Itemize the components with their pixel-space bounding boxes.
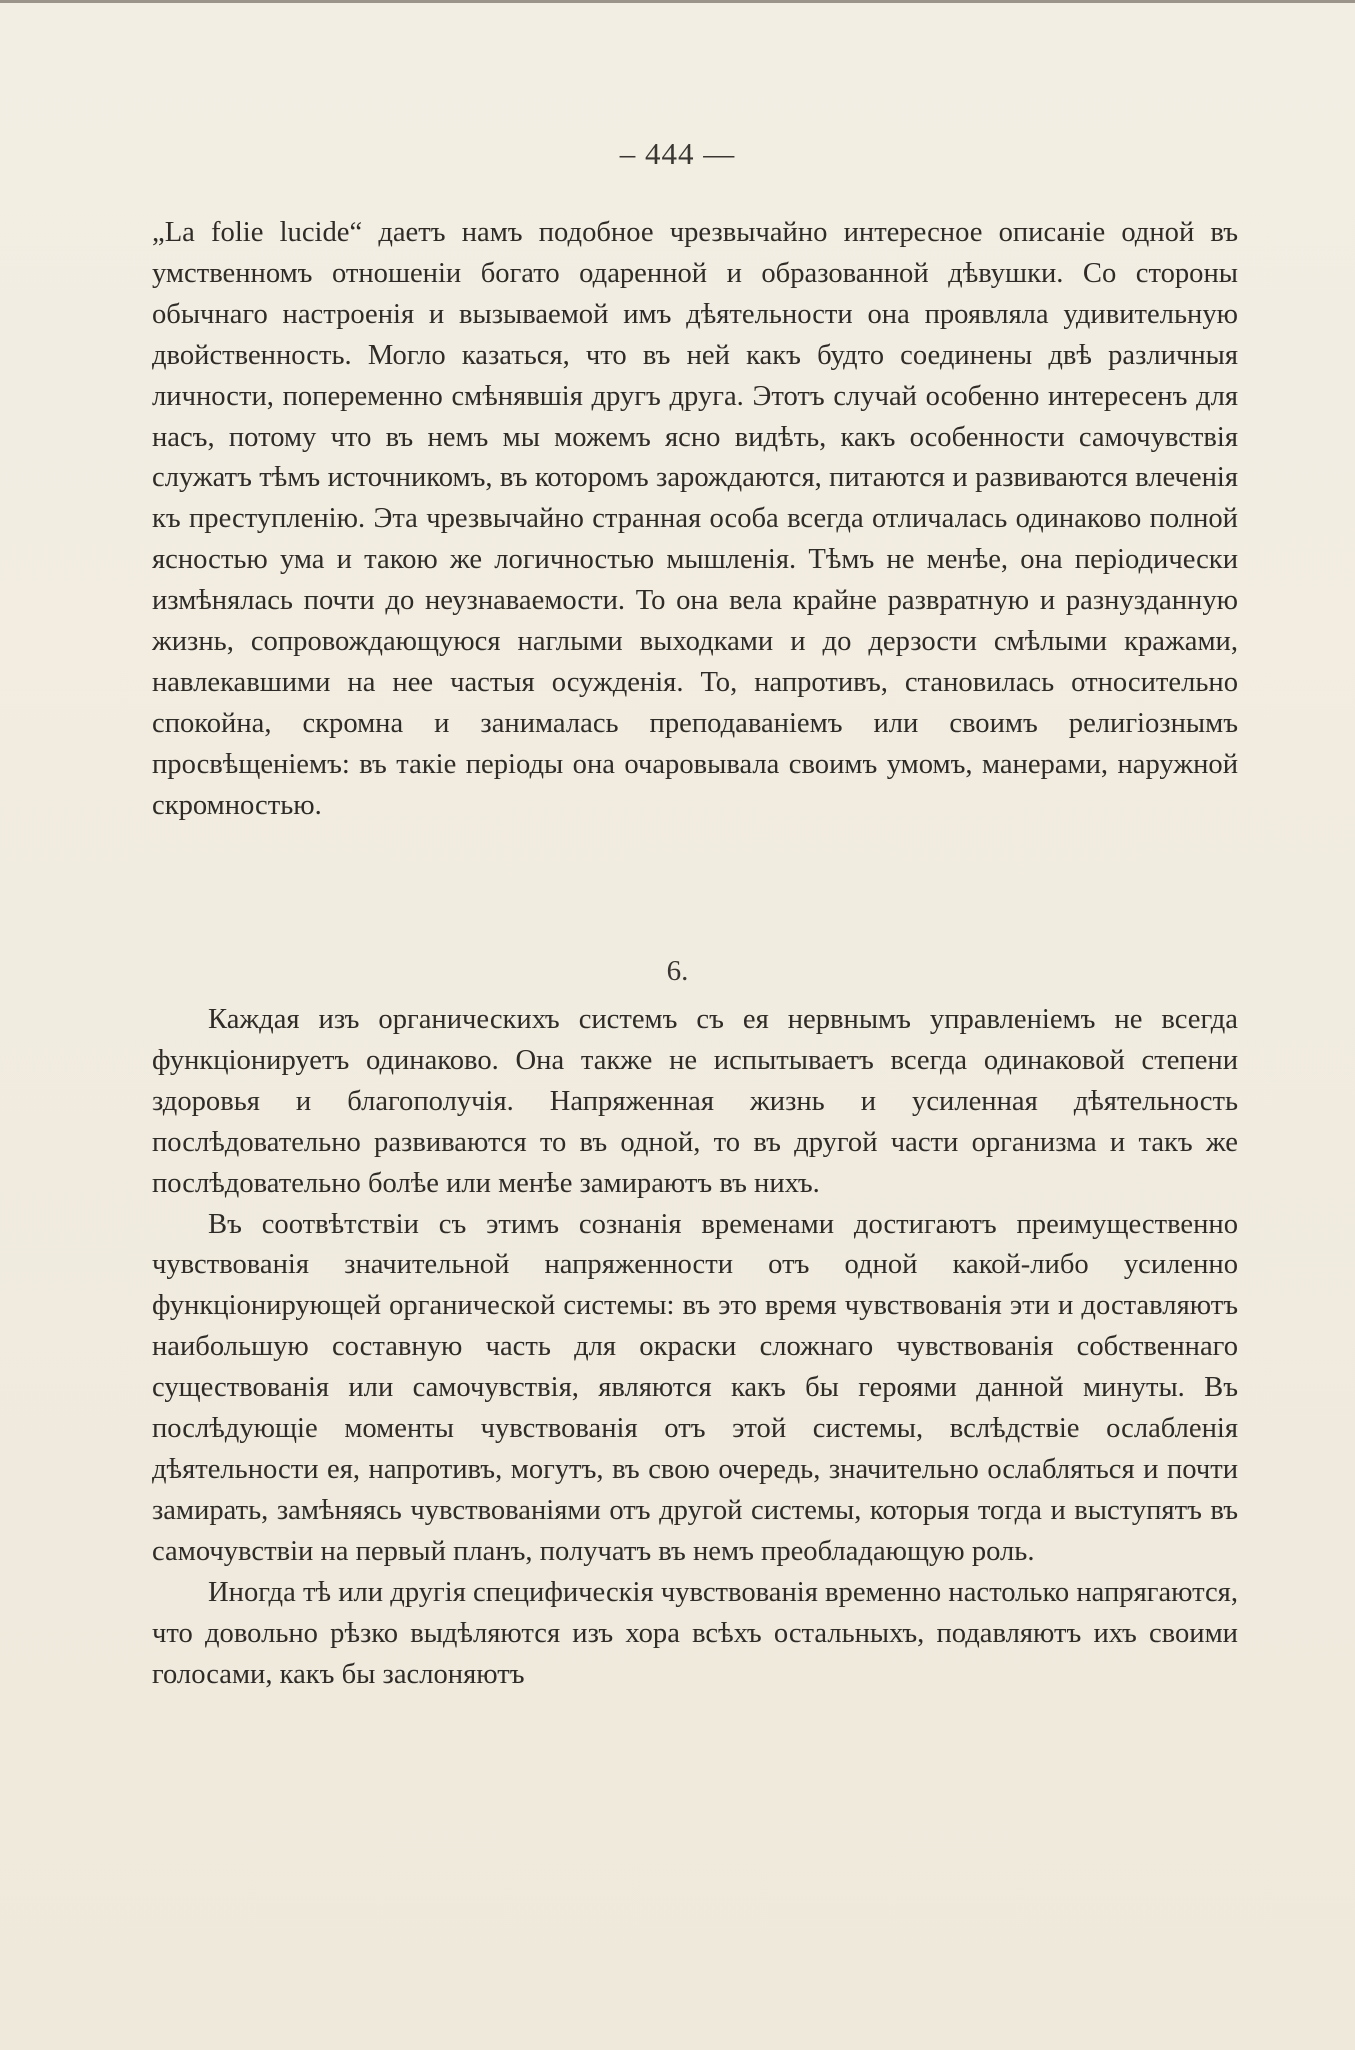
page-number: – 444 —: [619, 136, 736, 171]
section-number: 6.: [666, 955, 689, 987]
paragraph: Въ соотвѣтствіи съ этимъ сознанія временами достигаютъ преимущественно чувствованія значительной напряженности отъ одной какой-либо усиленно функціонирующей органической системы: въ это время чувствованія эти и доставляютъ наибольшую составную часть для окраски сложнаго чувствованія собственнаго существованія или самочувствія, являются какъ бы героями данной минуты. Въ послѣдующіе моменты чувствованія отъ этой системы, вслѣдствіе ослабленія дѣятельности ея, напротивъ, могутъ, въ свою очередь, значительно ослабляться и почти замирать, замѣняясь чувствованіями отъ другой системы, которыя тогда и выступятъ въ самочувствіи на первый планъ, получатъ въ немъ преобладающую роль.: [152, 1208, 1238, 1567]
paragraph: Иногда тѣ или другія специфическія чувствованія временно настолько напрягаются, что довольно рѣзко выдѣляются изъ хора всѣхъ остальныхъ, подавляютъ ихъ своими голосами, какъ бы заслоняютъ: [152, 1576, 1238, 1690]
paragraph: Каждая изъ органическихъ системъ съ ея нервнымъ управленіемъ не всегда функціонируетъ одинаково. Она также не испытываетъ всегда одинаковой степени здоровья и благополучія. Напряженная жизнь и усиленная дѣятельность послѣдовательно развиваются то въ одной, то въ другой части организма и такъ же послѣдовательно болѣе или менѣе замираютъ въ нихъ.: [152, 1004, 1238, 1199]
text-block-lower: [152, 1000, 1238, 1695]
page-top-edge: [0, 0, 1355, 3]
paragraph: „La folie lucide“ даетъ намъ подобное чрезвычайно интересное описаніе одной въ умственномъ отношеніи богато одаренной и образованной дѣвушки. Со стороны обычнаго настроенія и вызываемой имъ дѣятельности она проявляла удивительную двойственность. Могло казаться, что въ ней какъ будто соединены двѣ различныя личности, попеременно смѣнявшія другъ друга. Этотъ случай особенно интересенъ для насъ, потому что въ немъ мы можемъ ясно видѣть, какъ особенности самочувствія служатъ тѣмъ источникомъ, въ которомъ зарождаются, питаются и развиваются влеченія къ преступленію. Эта чрезвычайно странная особа всегда отличалась одинаково полной ясностью ума и такою же логичностью мышленія. Тѣмъ не менѣе, она періодически измѣнялась почти до неузнаваемости. То она вела крайне развратную и разнузданную жизнь, сопровождающуюся наглыми выходками и до дерзости смѣлыми кражами, навлекавшими на нее частыя осужденія. То, напротивъ, становилась относительно спокойна, скромна и занималась преподаваніемъ или своимъ религіознымъ просвѣщеніемъ: въ такіе періоды она очаровывала своимъ умомъ, манерами, наружной скромностью.: [152, 217, 1238, 821]
text-block-upper: [152, 213, 1238, 827]
